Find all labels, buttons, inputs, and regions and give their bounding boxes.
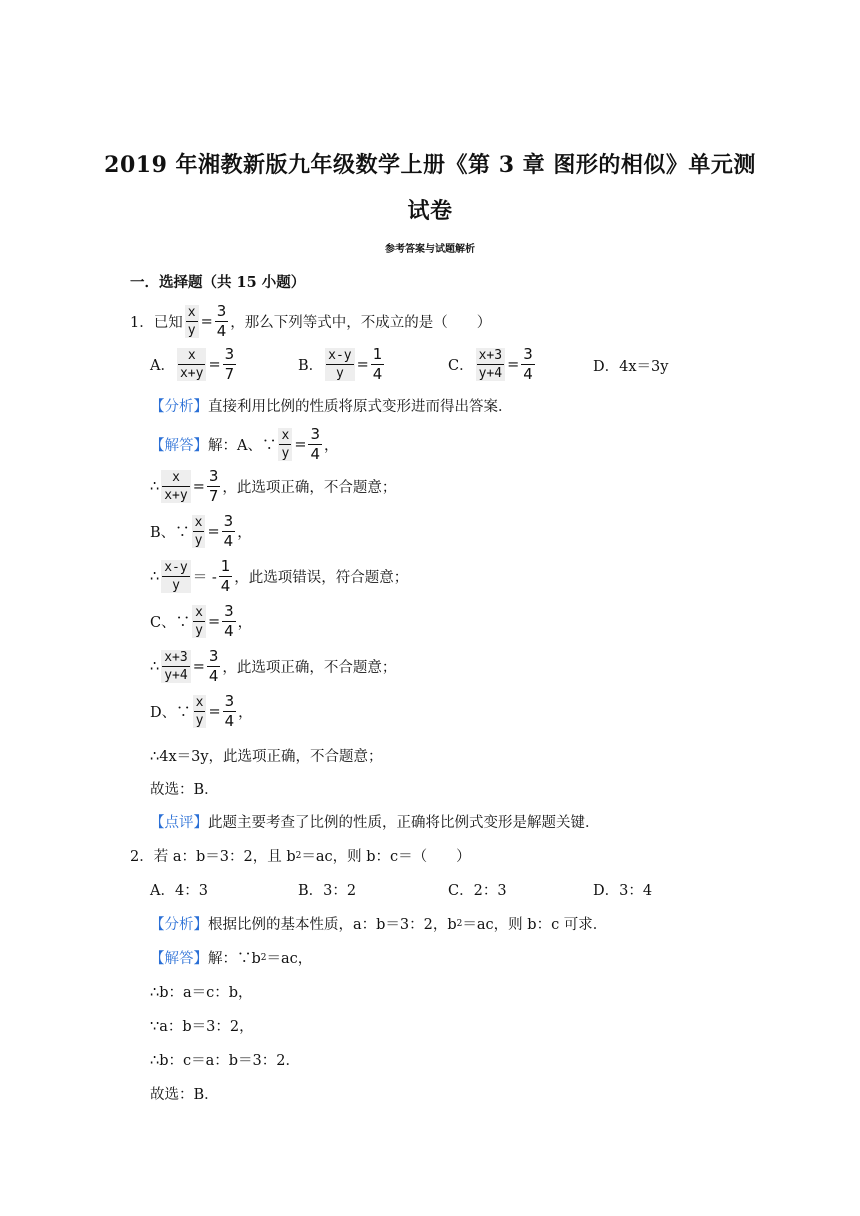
q1-solution-d2: ∴4x＝3y，此选项正确，不合题意； xyxy=(150,749,383,765)
comment-tag: 【点评】 xyxy=(150,815,208,831)
answer-tag: 【解答】 xyxy=(150,438,208,454)
q2-choose: 故选：B． xyxy=(150,1087,219,1103)
q1-solution-d: D、∵ $\frac{x}{y}$ = $\frac{3}{4}$ ， xyxy=(150,692,253,730)
q1-choose: 故选：B． xyxy=(150,782,219,798)
q1-analysis: 【分析】 直接利用比例的性质将原式变形进而得出答案． xyxy=(150,395,513,416)
q2-stem: 2．若 a：b＝3：2，且 b 2 ＝ac，则 b：c＝（ ） xyxy=(130,849,471,865)
q1-stem: 1．已知 $\frac{x}{y}$ = $\frac{3}{4}$ ，那么下列等式中，不成立的是（ ） xyxy=(130,302,492,340)
q2-option-d: D．3：4 xyxy=(593,883,653,899)
analysis-tag: 【分析】 xyxy=(150,399,208,415)
doc-subtitle: 参考答案与试题解析 xyxy=(385,244,475,255)
q1-stem-post: ，那么下列等式中，不成立的是（ ） xyxy=(230,315,492,331)
q2-answer: 【解答】 解：∵b 2 ＝ac， xyxy=(150,947,312,968)
q2-option-a: A．4：3 xyxy=(150,883,208,899)
fraction-image: $\frac{3}{4}$ xyxy=(216,302,227,340)
q1-option-c: C． $\frac{x+3}{y+4}$ = $\frac{3}{4}$ xyxy=(448,345,533,383)
doc-title-line2: 试卷 xyxy=(407,198,453,224)
q1-answer-start: 【解答】 解：A、∵ $\frac{x}{y}$ = $\frac{3}{4}$ ， xyxy=(150,425,339,463)
q1-solution-a: ∴ $\frac{x}{x+y}$ = $\frac{3}{7}$ ，此选项正确，不合题意； xyxy=(150,467,397,505)
q2-line3: ∴b：c＝a：b＝3：2． xyxy=(150,1053,301,1069)
q1-solution-b2: ∴ $\frac{x-y}{y}$ ＝ - $\frac{1}{4}$ ，此选项错误，符合题意； xyxy=(150,557,409,595)
q2-option-b: B．3：2 xyxy=(298,883,357,899)
answer-tag: 【解答】 xyxy=(150,951,208,967)
q1-stem-pre: 1．已知 xyxy=(130,315,183,331)
q1-option-b: B． $\frac{x-y}{y}$ = $\frac{1}{4}$ xyxy=(298,345,383,383)
q1-solution-c: C、∵ $\frac{x}{y}$ = $\frac{3}{4}$ ， xyxy=(150,602,253,640)
q1-solution-c2: ∴ $\frac{x+3}{y+4}$ = $\frac{3}{4}$ ，此选项正确，不合题意； xyxy=(150,647,397,685)
q1-solution-b: B、∵ $\frac{x}{y}$ = $\frac{3}{4}$ ， xyxy=(150,512,252,550)
q2-line2: ∵a：b＝3：2， xyxy=(150,1019,254,1035)
analysis-tag: 【分析】 xyxy=(150,917,208,933)
section-heading: 一．选择题（共 15 小题） xyxy=(130,274,306,291)
fraction-image: $\frac{x}{y}$ xyxy=(185,305,199,338)
q2-line1: ∴b：a＝c：b， xyxy=(150,985,253,1001)
q1-option-d: D．4x＝3y xyxy=(593,359,669,375)
doc-title-line1: 2019 年湘教新版九年级数学上册《第 3 章 图形的相似》单元测 xyxy=(104,152,756,178)
q2-analysis: 【分析】 根据比例的基本性质，a：b＝3：2，b 2 ＝ac，则 b：c 可求． xyxy=(150,913,607,934)
q1-comment: 【点评】 此题主要考查了比例的性质，正确将比例式变形是解题关键． xyxy=(150,811,600,832)
q1-option-a: A． $\frac{x}{x+y}$ = $\frac{3}{7}$ xyxy=(150,345,235,383)
q2-option-c: C．2：3 xyxy=(448,883,507,899)
